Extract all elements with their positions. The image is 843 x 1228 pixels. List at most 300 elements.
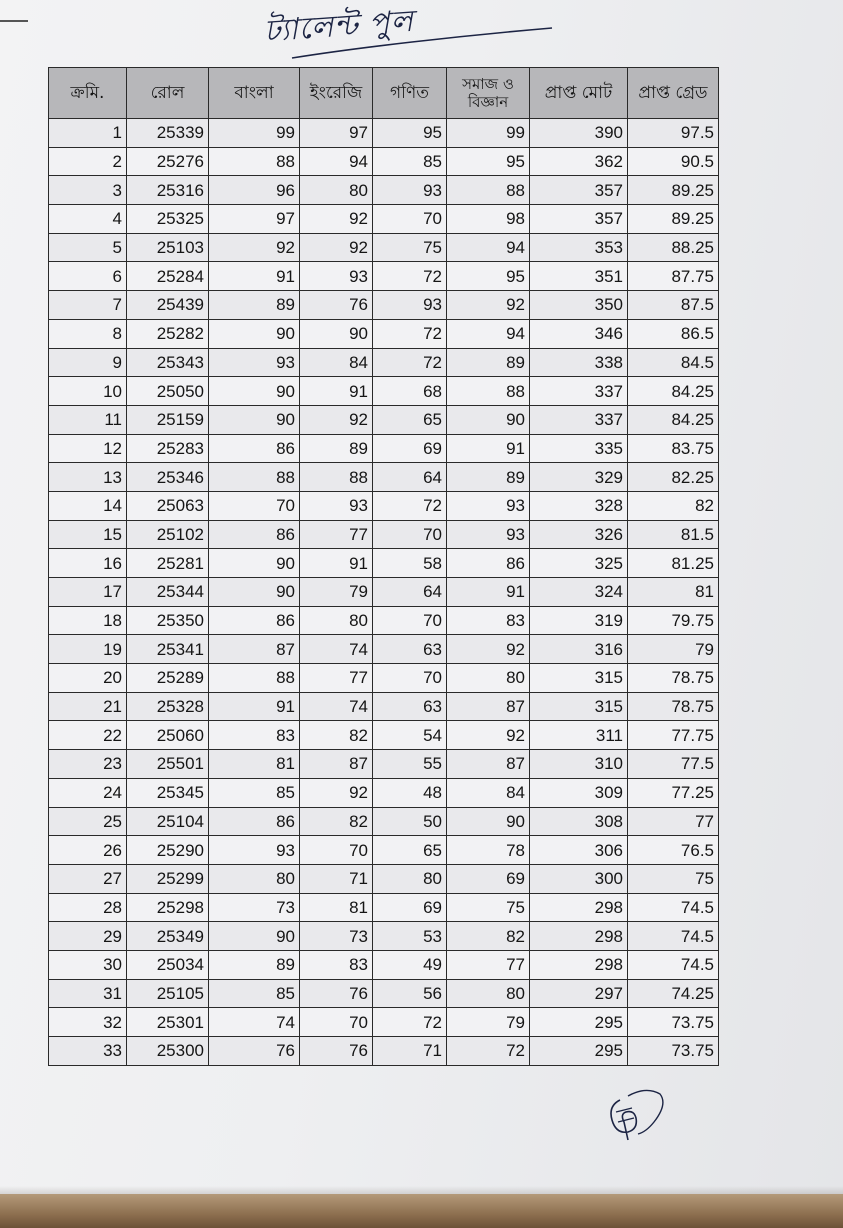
column-header-bangla: বাংলা: [209, 68, 300, 119]
cell-english: 90: [300, 319, 373, 348]
cell-grade: 77.25: [628, 778, 719, 807]
table-row: [49, 291, 719, 320]
cell-bangla: 91: [209, 262, 300, 291]
cell-serial: 33: [49, 1037, 127, 1066]
cell-math: 68: [373, 377, 447, 406]
cell-grade: 97.5: [628, 119, 719, 148]
cell-grade: 75: [628, 864, 719, 893]
table-row: [49, 750, 719, 779]
cell-bangla: 93: [209, 836, 300, 865]
cell-social-science: 77: [447, 950, 530, 979]
cell-serial: 4: [49, 205, 127, 234]
cell-serial: 27: [49, 864, 127, 893]
table-row: [49, 377, 719, 406]
cell-serial: 15: [49, 520, 127, 549]
cell-grade: 79.75: [628, 606, 719, 635]
table-row: [49, 205, 719, 234]
column-header-roll: রোল: [127, 68, 209, 119]
cell-social-science: 88: [447, 176, 530, 205]
cell-english: 91: [300, 549, 373, 578]
cell-roll: 25060: [127, 721, 209, 750]
cell-total: 295: [530, 1008, 628, 1037]
cell-serial: 18: [49, 606, 127, 635]
cell-serial: 21: [49, 692, 127, 721]
cell-english: 70: [300, 836, 373, 865]
cell-bangla: 90: [209, 549, 300, 578]
cell-grade: 74.5: [628, 950, 719, 979]
table-row: [49, 176, 719, 205]
cell-math: 75: [373, 233, 447, 262]
cell-english: 93: [300, 262, 373, 291]
table-row: [49, 807, 719, 836]
cell-english: 71: [300, 864, 373, 893]
cell-bangla: 88: [209, 664, 300, 693]
cell-total: 311: [530, 721, 628, 750]
cell-bangla: 93: [209, 348, 300, 377]
cell-total: 329: [530, 463, 628, 492]
table-row: [49, 635, 719, 664]
cell-grade: 73.75: [628, 1037, 719, 1066]
cell-total: 298: [530, 893, 628, 922]
cell-english: 91: [300, 377, 373, 406]
cell-social-science: 80: [447, 664, 530, 693]
cell-english: 82: [300, 721, 373, 750]
cell-grade: 86.5: [628, 319, 719, 348]
cell-social-science: 90: [447, 807, 530, 836]
cell-serial: 2: [49, 147, 127, 176]
cell-english: 79: [300, 578, 373, 607]
cell-grade: 77.5: [628, 750, 719, 779]
cell-english: 73: [300, 922, 373, 951]
cell-total: 295: [530, 1037, 628, 1066]
cell-bangla: 90: [209, 319, 300, 348]
cell-bangla: 74: [209, 1008, 300, 1037]
cell-english: 87: [300, 750, 373, 779]
cell-social-science: 90: [447, 405, 530, 434]
cell-math: 70: [373, 606, 447, 635]
cell-math: 64: [373, 463, 447, 492]
cell-bangla: 90: [209, 405, 300, 434]
cell-total: 306: [530, 836, 628, 865]
cell-roll: 25345: [127, 778, 209, 807]
cell-grade: 84.5: [628, 348, 719, 377]
cell-english: 89: [300, 434, 373, 463]
cell-social-science: 88: [447, 377, 530, 406]
column-header-serial: ক্রমি.: [49, 68, 127, 119]
cell-roll: 25284: [127, 262, 209, 291]
table-row: [49, 233, 719, 262]
cell-bangla: 86: [209, 434, 300, 463]
cell-total: 350: [530, 291, 628, 320]
cell-serial: 28: [49, 893, 127, 922]
cell-grade: 89.25: [628, 205, 719, 234]
cell-social-science: 92: [447, 635, 530, 664]
cell-roll: 25301: [127, 1008, 209, 1037]
cell-total: 298: [530, 950, 628, 979]
signature: [598, 1082, 668, 1152]
cell-grade: 83.75: [628, 434, 719, 463]
cell-math: 95: [373, 119, 447, 148]
table-row: [49, 319, 719, 348]
cell-roll: 25343: [127, 348, 209, 377]
cell-math: 58: [373, 549, 447, 578]
cell-bangla: 86: [209, 606, 300, 635]
cell-grade: 73.75: [628, 1008, 719, 1037]
cell-english: 92: [300, 233, 373, 262]
cell-social-science: 78: [447, 836, 530, 865]
cell-grade: 81: [628, 578, 719, 607]
cell-bangla: 86: [209, 520, 300, 549]
cell-total: 319: [530, 606, 628, 635]
cell-grade: 74.25: [628, 979, 719, 1008]
cell-bangla: 83: [209, 721, 300, 750]
cell-english: 97: [300, 119, 373, 148]
table-row: [49, 979, 719, 1008]
cell-roll: 25050: [127, 377, 209, 406]
column-header-social-science: সমাজ ও বিজ্ঞান: [447, 68, 530, 119]
cell-roll: 25350: [127, 606, 209, 635]
table-row: [49, 922, 719, 951]
corner-pen-mark: [0, 20, 28, 22]
table-row: [49, 463, 719, 492]
cell-bangla: 89: [209, 291, 300, 320]
table-header-row: [49, 68, 719, 119]
cell-math: 71: [373, 1037, 447, 1066]
cell-math: 63: [373, 692, 447, 721]
table-row: [49, 836, 719, 865]
table-row: [49, 147, 719, 176]
cell-total: 308: [530, 807, 628, 836]
cell-english: 83: [300, 950, 373, 979]
cell-math: 72: [373, 319, 447, 348]
cell-total: 346: [530, 319, 628, 348]
cell-grade: 81.5: [628, 520, 719, 549]
cell-total: 324: [530, 578, 628, 607]
cell-total: 390: [530, 119, 628, 148]
table-row: [49, 434, 719, 463]
desk-surface: [0, 1194, 843, 1228]
cell-serial: 11: [49, 405, 127, 434]
cell-bangla: 85: [209, 778, 300, 807]
cell-bangla: 85: [209, 979, 300, 1008]
cell-math: 48: [373, 778, 447, 807]
column-header-math: গণিত: [373, 68, 447, 119]
cell-roll: 25034: [127, 950, 209, 979]
cell-bangla: 90: [209, 578, 300, 607]
cell-bangla: 92: [209, 233, 300, 262]
cell-roll: 25290: [127, 836, 209, 865]
cell-roll: 25289: [127, 664, 209, 693]
cell-math: 55: [373, 750, 447, 779]
cell-english: 77: [300, 664, 373, 693]
cell-social-science: 99: [447, 119, 530, 148]
cell-roll: 25283: [127, 434, 209, 463]
cell-roll: 25339: [127, 119, 209, 148]
cell-total: 297: [530, 979, 628, 1008]
cell-total: 309: [530, 778, 628, 807]
cell-total: 298: [530, 922, 628, 951]
cell-serial: 3: [49, 176, 127, 205]
cell-grade: 77.75: [628, 721, 719, 750]
table-row: [49, 549, 719, 578]
cell-serial: 23: [49, 750, 127, 779]
cell-bangla: 73: [209, 893, 300, 922]
cell-total: 300: [530, 864, 628, 893]
cell-total: 310: [530, 750, 628, 779]
cell-english: 82: [300, 807, 373, 836]
cell-grade: 84.25: [628, 377, 719, 406]
cell-roll: 25276: [127, 147, 209, 176]
cell-social-science: 93: [447, 520, 530, 549]
cell-roll: 25501: [127, 750, 209, 779]
cell-bangla: 99: [209, 119, 300, 148]
cell-english: 80: [300, 606, 373, 635]
cell-total: 357: [530, 176, 628, 205]
cell-total: 328: [530, 491, 628, 520]
cell-total: 326: [530, 520, 628, 549]
cell-social-science: 94: [447, 233, 530, 262]
cell-math: 70: [373, 520, 447, 549]
cell-serial: 25: [49, 807, 127, 836]
cell-total: 357: [530, 205, 628, 234]
cell-bangla: 88: [209, 463, 300, 492]
cell-roll: 25316: [127, 176, 209, 205]
cell-total: 316: [530, 635, 628, 664]
cell-roll: 25344: [127, 578, 209, 607]
cell-english: 92: [300, 405, 373, 434]
cell-roll: 25102: [127, 520, 209, 549]
cell-math: 63: [373, 635, 447, 664]
cell-serial: 13: [49, 463, 127, 492]
cell-math: 72: [373, 491, 447, 520]
cell-math: 85: [373, 147, 447, 176]
cell-math: 70: [373, 664, 447, 693]
table-row: [49, 664, 719, 693]
cell-grade: 82.25: [628, 463, 719, 492]
cell-english: 93: [300, 491, 373, 520]
cell-social-science: 95: [447, 147, 530, 176]
cell-social-science: 84: [447, 778, 530, 807]
cell-bangla: 86: [209, 807, 300, 836]
cell-social-science: 69: [447, 864, 530, 893]
cell-roll: 25105: [127, 979, 209, 1008]
cell-english: 84: [300, 348, 373, 377]
table-row: [49, 864, 719, 893]
cell-grade: 77: [628, 807, 719, 836]
cell-serial: 16: [49, 549, 127, 578]
cell-roll: 25104: [127, 807, 209, 836]
cell-social-science: 72: [447, 1037, 530, 1066]
cell-math: 65: [373, 836, 447, 865]
cell-social-science: 89: [447, 463, 530, 492]
cell-roll: 25349: [127, 922, 209, 951]
cell-bangla: 96: [209, 176, 300, 205]
cell-math: 93: [373, 291, 447, 320]
cell-bangla: 88: [209, 147, 300, 176]
cell-bangla: 81: [209, 750, 300, 779]
cell-serial: 30: [49, 950, 127, 979]
cell-roll: 25063: [127, 491, 209, 520]
table-row: [49, 119, 719, 148]
cell-grade: 79: [628, 635, 719, 664]
cell-serial: 22: [49, 721, 127, 750]
cell-bangla: 97: [209, 205, 300, 234]
cell-grade: 76.5: [628, 836, 719, 865]
cell-grade: 89.25: [628, 176, 719, 205]
cell-total: 335: [530, 434, 628, 463]
cell-social-science: 87: [447, 692, 530, 721]
cell-serial: 10: [49, 377, 127, 406]
cell-grade: 90.5: [628, 147, 719, 176]
cell-roll: 25281: [127, 549, 209, 578]
cell-math: 69: [373, 893, 447, 922]
table-row: [49, 1008, 719, 1037]
cell-grade: 84.25: [628, 405, 719, 434]
cell-grade: 74.5: [628, 893, 719, 922]
table-row: [49, 262, 719, 291]
cell-math: 69: [373, 434, 447, 463]
cell-roll: 25341: [127, 635, 209, 664]
cell-math: 53: [373, 922, 447, 951]
cell-english: 80: [300, 176, 373, 205]
cell-english: 88: [300, 463, 373, 492]
handwritten-heading-text: ট্যালেন্ট পুল: [262, 3, 415, 50]
cell-total: 315: [530, 664, 628, 693]
cell-math: 50: [373, 807, 447, 836]
table-row: [49, 893, 719, 922]
column-header-english: ইংরেজি: [300, 68, 373, 119]
cell-total: 338: [530, 348, 628, 377]
cell-social-science: 82: [447, 922, 530, 951]
cell-serial: 14: [49, 491, 127, 520]
cell-social-science: 89: [447, 348, 530, 377]
cell-grade: 81.25: [628, 549, 719, 578]
table-row: [49, 721, 719, 750]
cell-english: 74: [300, 635, 373, 664]
cell-roll: 25299: [127, 864, 209, 893]
cell-total: 337: [530, 405, 628, 434]
cell-social-science: 75: [447, 893, 530, 922]
cell-serial: 17: [49, 578, 127, 607]
table-row: [49, 950, 719, 979]
cell-grade: 87.5: [628, 291, 719, 320]
cell-english: 76: [300, 1037, 373, 1066]
cell-social-science: 87: [447, 750, 530, 779]
cell-english: 81: [300, 893, 373, 922]
cell-serial: 29: [49, 922, 127, 951]
table-row: [49, 578, 719, 607]
cell-math: 70: [373, 205, 447, 234]
table-row: [49, 692, 719, 721]
cell-english: 94: [300, 147, 373, 176]
table-body: [49, 119, 719, 1066]
cell-grade: 74.5: [628, 922, 719, 951]
cell-bangla: 90: [209, 377, 300, 406]
cell-roll: 25346: [127, 463, 209, 492]
cell-roll: 25298: [127, 893, 209, 922]
cell-serial: 20: [49, 664, 127, 693]
cell-math: 72: [373, 262, 447, 291]
cell-english: 76: [300, 291, 373, 320]
cell-grade: 88.25: [628, 233, 719, 262]
cell-social-science: 98: [447, 205, 530, 234]
cell-bangla: 87: [209, 635, 300, 664]
cell-social-science: 80: [447, 979, 530, 1008]
cell-serial: 26: [49, 836, 127, 865]
cell-math: 49: [373, 950, 447, 979]
cell-serial: 9: [49, 348, 127, 377]
cell-grade: 87.75: [628, 262, 719, 291]
cell-serial: 5: [49, 233, 127, 262]
cell-english: 74: [300, 692, 373, 721]
cell-bangla: 91: [209, 692, 300, 721]
cell-social-science: 93: [447, 491, 530, 520]
cell-bangla: 90: [209, 922, 300, 951]
cell-bangla: 89: [209, 950, 300, 979]
cell-serial: 32: [49, 1008, 127, 1037]
cell-social-science: 91: [447, 578, 530, 607]
results-table: [48, 67, 719, 1066]
table-row: [49, 778, 719, 807]
cell-serial: 31: [49, 979, 127, 1008]
cell-math: 56: [373, 979, 447, 1008]
cell-bangla: 76: [209, 1037, 300, 1066]
cell-roll: 25300: [127, 1037, 209, 1066]
cell-total: 315: [530, 692, 628, 721]
table-row: [49, 520, 719, 549]
cell-roll: 25159: [127, 405, 209, 434]
cell-roll: 25282: [127, 319, 209, 348]
cell-serial: 6: [49, 262, 127, 291]
cell-serial: 12: [49, 434, 127, 463]
table-row: [49, 348, 719, 377]
cell-roll: 25328: [127, 692, 209, 721]
cell-social-science: 94: [447, 319, 530, 348]
cell-english: 77: [300, 520, 373, 549]
cell-math: 64: [373, 578, 447, 607]
table-row: [49, 606, 719, 635]
cell-grade: 78.75: [628, 692, 719, 721]
heading-underline: [262, 0, 562, 70]
cell-social-science: 95: [447, 262, 530, 291]
table-row: [49, 491, 719, 520]
cell-serial: 8: [49, 319, 127, 348]
cell-total: 351: [530, 262, 628, 291]
cell-social-science: 79: [447, 1008, 530, 1037]
column-header-grade: প্রাপ্ত গ্রেড: [628, 68, 719, 119]
table-row: [49, 1037, 719, 1066]
cell-math: 93: [373, 176, 447, 205]
cell-english: 92: [300, 778, 373, 807]
cell-serial: 7: [49, 291, 127, 320]
cell-math: 54: [373, 721, 447, 750]
cell-social-science: 92: [447, 291, 530, 320]
cell-english: 70: [300, 1008, 373, 1037]
cell-math: 80: [373, 864, 447, 893]
cell-grade: 82: [628, 491, 719, 520]
cell-roll: 25103: [127, 233, 209, 262]
cell-grade: 78.75: [628, 664, 719, 693]
table-row: [49, 405, 719, 434]
cell-social-science: 83: [447, 606, 530, 635]
cell-roll: 25325: [127, 205, 209, 234]
cell-math: 72: [373, 348, 447, 377]
cell-total: 325: [530, 549, 628, 578]
cell-social-science: 91: [447, 434, 530, 463]
cell-total: 337: [530, 377, 628, 406]
cell-serial: 1: [49, 119, 127, 148]
cell-english: 76: [300, 979, 373, 1008]
